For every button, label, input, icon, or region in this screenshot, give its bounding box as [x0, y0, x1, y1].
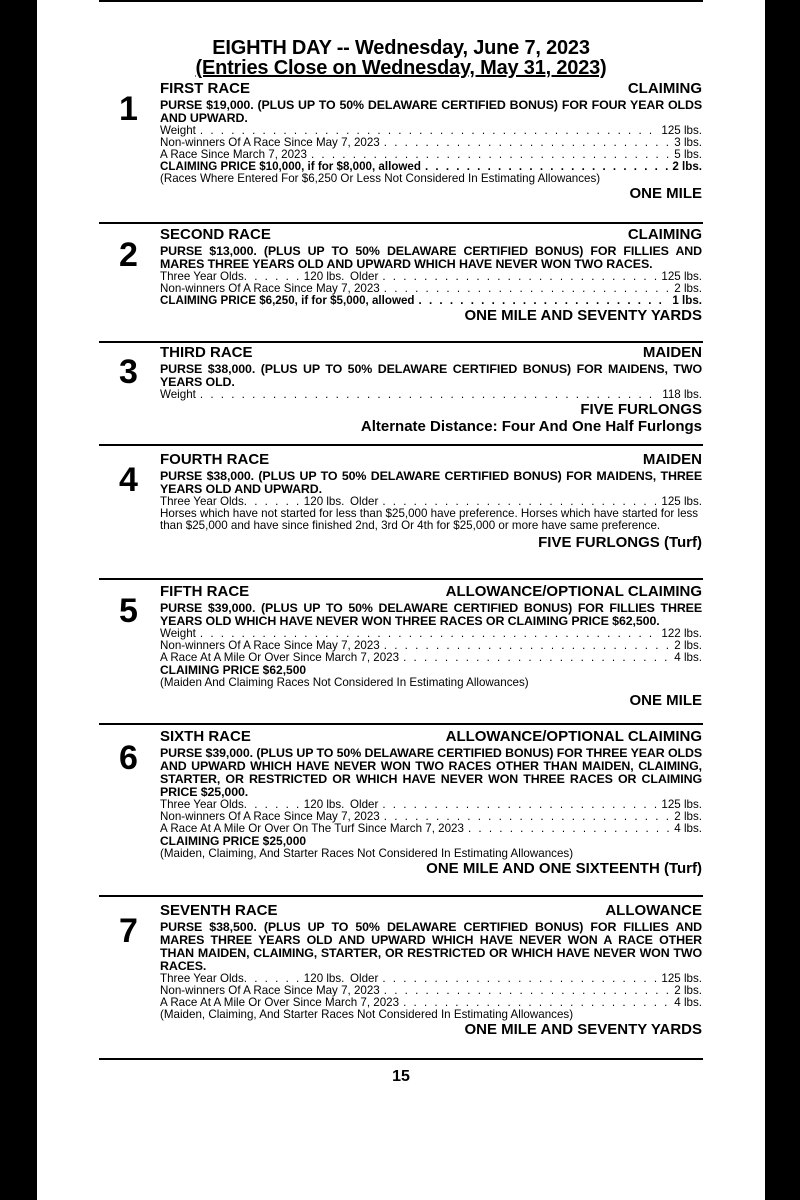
allowance-line: Non-winners Of A Race Since May 7, 2023 . . . 2 lbs. [160, 640, 702, 652]
race-note: (Maiden, Claiming, And Starter Races Not Considered In Estimating Allowances) [160, 1008, 574, 1021]
allowance-line: Non-winners Of A Race Since May 7, 2023 . . . 2 lbs. [160, 811, 702, 823]
race-block-1 [99, 0, 703, 2]
race-purse: PURSE $19,000. (PLUS UP TO 50% DELAWARE CERTIFIED BONUS) FOR FOUR YEAR OLDS AND UPWARD. [160, 98, 702, 125]
race-type: CLAIMING [627, 226, 702, 243]
claiming-price: CLAIMING PRICE $62,500 [160, 663, 307, 677]
race-divider [99, 222, 703, 224]
race-number: 6 [119, 739, 138, 777]
race-distance: ONE MILE AND ONE SIXTEENTH (Turf) [426, 860, 702, 877]
allowance-line: Non-winners Of A Race Since May 7, 2023 . . . 2 lbs. [160, 985, 702, 997]
claiming-price: CLAIMING PRICE $25,000 [160, 834, 307, 848]
age-weight-line: Three Year Olds. . . 120 lbs. Older . . . 125 lbs. [160, 496, 702, 508]
race-number: 1 [119, 90, 138, 128]
age-weight-line: Three Year Olds. . . 120 lbs. Older . . . 125 lbs. [160, 271, 702, 283]
race-content-3 [160, 344, 702, 435]
allowance-line: Non-winners Of A Race Since May 7, 2023 . . . 2 lbs. [160, 283, 702, 295]
allowance-line: A Race At A Mile Or Over Since March 7, 2023 . . . 4 lbs. [160, 997, 702, 1009]
race-content-7 [160, 902, 702, 1038]
entries-close-date: (Entries Close on Wednesday, May 31, 2023) [195, 57, 607, 79]
page-header [37, 38, 765, 78]
race-distance: ONE MILE AND SEVENTY YARDS [464, 307, 702, 324]
claiming-price-line: CLAIMING PRICE $6,250, if for $5,000, allowed . . . 1 lbs. [160, 295, 702, 307]
race-name: FIFTH RACE [160, 583, 250, 600]
race-number: 2 [119, 236, 138, 274]
race-type: CLAIMING [627, 80, 702, 97]
weight-line: Weight . . . 125 lbs. [160, 125, 702, 137]
day-title: EIGHTH DAY -- Wednesday, June 7, 2023 [212, 37, 590, 59]
race-purse: PURSE $13,000. (PLUS UP TO 50% DELAWARE CERTIFIED BONUS) FOR FILLIES AND MARES THREE YEARS OLD AND UPWARD WHICH HAVE NEVER WON TWO RACES. [160, 244, 702, 271]
race-note: (Maiden And Claiming Races Not Considered In Estimating Allowances) [160, 676, 529, 689]
race-content-1 [160, 80, 702, 202]
race-divider [99, 723, 703, 725]
allowance-line: A Race At A Mile Or Over On The Turf Since March 7, 2023 . . . 4 lbs. [160, 823, 702, 835]
race-number: 5 [119, 592, 138, 630]
allowance-line: A Race Since March 7, 2023 . . . 5 lbs. [160, 149, 702, 161]
race-note: Horses which have not started for less than $25,000 have preference. Horses which have started for less than $25,000 and have since finished 2nd, 3rd Or 4th for $25,000 or more have same preference. [160, 507, 699, 532]
race-type: ALLOWANCE/OPTIONAL CLAIMING [445, 728, 702, 745]
race-divider [99, 444, 703, 446]
race-type: ALLOWANCE [605, 902, 702, 919]
allowance-line: A Race At A Mile Or Over Since March 7, 2023 . . . 4 lbs. [160, 652, 702, 664]
race-purse: PURSE $39,000. (PLUS UP TO 50% DELAWARE CERTIFIED BONUS) FOR THREE YEAR OLDS AND UPWARD WHICH HAVE NEVER WON TWO RACES OTHER THAN MAIDEN, CLAIMING, STARTER, OR RESTRICTED OR WHICH HAVE NEVER WON THREE RACES OR CLAIMING PRICE $25,000. [160, 746, 702, 799]
race-number: 3 [119, 353, 138, 391]
weight-line: Weight . . . 122 lbs. [160, 628, 702, 640]
race-number: 4 [119, 461, 138, 499]
race-divider [99, 1058, 703, 1060]
race-distance: ONE MILE [629, 185, 702, 202]
race-content-4 [160, 451, 702, 551]
race-type: ALLOWANCE/OPTIONAL CLAIMING [445, 583, 702, 600]
age-weight-line: Three Year Olds. . . 120 lbs. Older . . . 125 lbs. [160, 799, 702, 811]
race-content-2 [160, 226, 702, 324]
race-type: MAIDEN [642, 451, 702, 468]
race-purse: PURSE $38,000. (PLUS UP TO 50% DELAWARE CERTIFIED BONUS) FOR MAIDENS, THREE YEARS OLD AND UPWARD. [160, 469, 702, 496]
race-type: MAIDEN [642, 344, 702, 361]
race-distance: ONE MILE AND SEVENTY YARDS [464, 1021, 702, 1038]
race-content-6 [160, 728, 702, 877]
race-name: SEVENTH RACE [160, 902, 278, 919]
race-name: SIXTH RACE [160, 728, 251, 745]
page-number: 15 [392, 1068, 410, 1085]
race-content-5 [160, 583, 702, 709]
race-purse: PURSE $39,000. (PLUS UP TO 50% DELAWARE CERTIFIED BONUS) FOR FILLIES THREE YEARS OLD WHICH HAVE NEVER WON THREE RACES OR CLAIMING PRICE $62,500. [160, 601, 702, 628]
weight-line: Weight . . . 118 lbs. [160, 389, 702, 401]
race-number: 7 [119, 912, 138, 950]
alternate-distance: Alternate Distance: Four And One Half Furlongs [360, 418, 702, 435]
race-divider [99, 341, 703, 343]
race-distance: ONE MILE [629, 692, 702, 709]
race-distance: FIVE FURLONGS [580, 401, 702, 418]
race-distance: FIVE FURLONGS (Turf) [538, 534, 702, 551]
claiming-price-line: CLAIMING PRICE $10,000, if for $8,000, allowed . . . 2 lbs. [160, 161, 702, 173]
allowance-line: Non-winners Of A Race Since May 7, 2023 . . . 3 lbs. [160, 137, 702, 149]
age-weight-line: Three Year Olds. . . 120 lbs. Older . . . 125 lbs. [160, 973, 702, 985]
race-divider [99, 578, 703, 580]
race-purse: PURSE $38,500. (PLUS UP TO 50% DELAWARE CERTIFIED BONUS) FOR FILLIES AND MARES THREE YEARS OLD AND UPWARD WHICH HAVE NEVER WON A RACE OTHER THAN MAIDEN, CLAIMING, STARTER, OR RESTRICTED OR WHICH HAVE NEVER WON TWO RACES. [160, 920, 702, 973]
race-name: SECOND RACE [160, 226, 271, 243]
race-name: THIRD RACE [160, 344, 253, 361]
race-note: (Races Where Entered For $6,250 Or Less Not Considered In Estimating Allowances) [160, 172, 601, 185]
race-divider [99, 895, 703, 897]
race-note: (Maiden, Claiming, And Starter Races Not Considered In Estimating Allowances) [160, 847, 574, 860]
race-name: FOURTH RACE [160, 451, 270, 468]
race-name: FIRST RACE [160, 80, 250, 97]
race-purse: PURSE $38,000. (PLUS UP TO 50% DELAWARE CERTIFIED BONUS) FOR MAIDENS, TWO YEARS OLD. [160, 362, 702, 389]
document-page [37, 0, 765, 1200]
